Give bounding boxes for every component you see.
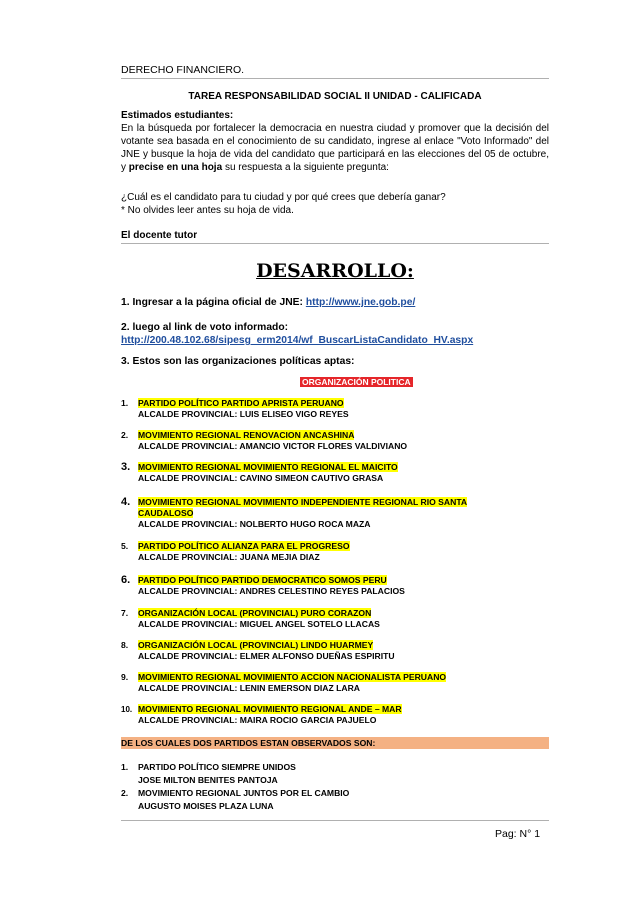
org-party-name: MOVIMIENTO REGIONAL MOVIMIENTO ACCION NACIONALISTA PERUANO <box>138 672 447 682</box>
question: ¿Cuál es el candidato para tu ciudad y por qué crees que debería ganar? <box>121 192 446 203</box>
header-rule <box>121 78 549 79</box>
voto-informado-link[interactable]: http://200.48.102.68/sipesg_erm2014/wf_BuscarListaCandidato_HV.aspx <box>121 335 474 346</box>
org-party <box>138 462 398 473</box>
intro-text: En la búsqueda por fortalecer la democracia en nuestra ciudad y promover que la decisión del votante sea basada en el conocimiento de su candidato, ingrese al enlace "Voto Informado" del JNE y busque la hoja de vida del candidato que participará en las elecciones del 05 de octubre, y <box>121 123 549 173</box>
org-candidate: ALCALDE PROVINCIAL: ELMER ALFONSO DUEÑAS ESPIRITU <box>138 651 395 661</box>
observed-number: 1. <box>121 762 129 772</box>
org-party-name: PARTIDO POLÍTICO PARTIDO DEMOCRATICO SOMOS PERU <box>138 575 387 585</box>
org-party-name: ORGANIZACIÓN LOCAL (PROVINCIAL) LINDO HUARMEY <box>138 640 374 650</box>
org-party-name: MOVIMIENTO REGIONAL MOVIMIENTO INDEPENDIENTE REGIONAL RIO SANTA <box>138 497 468 507</box>
observed-number: 2. <box>121 788 129 798</box>
org-party-name-cont: CAUDALOSO <box>138 508 194 518</box>
footer-rule <box>121 820 549 821</box>
org-number: 2. <box>121 430 129 440</box>
signature: El docente tutor <box>121 230 198 241</box>
org-party <box>138 575 387 586</box>
org-number: 1. <box>121 398 129 408</box>
org-party-name: PARTIDO POLÍTICO PARTIDO APRISTA PERUANO <box>138 398 344 408</box>
observed-heading: DE LOS CUALES DOS PARTIDOS ESTAN OBSERVADOS SON: <box>121 737 549 749</box>
step-2-link-line <box>121 334 549 347</box>
intro-rule <box>121 243 549 244</box>
org-candidate: ALCALDE PROVINCIAL: NOLBERTO HUGO ROCA MAZA <box>138 519 371 529</box>
step-3: 3. Estos son las organizaciones políticas aptas: <box>121 356 355 367</box>
org-party <box>138 398 344 409</box>
org-party <box>138 640 373 651</box>
org-table-title: ORGANIZACIÓN POLITICA <box>302 377 411 387</box>
org-number: 3. <box>121 461 131 473</box>
org-candidate: ALCALDE PROVINCIAL: LENIN EMERSON DIAZ LARA <box>138 683 361 693</box>
org-party-name: MOVIMIENTO REGIONAL RENOVACION ANCASHINA <box>138 430 355 440</box>
observed-party: MOVIMIENTO REGIONAL JUNTOS POR EL CAMBIO <box>138 788 350 798</box>
org-party <box>138 541 350 552</box>
step-1-text: 1. Ingresar a la página oficial de JNE: <box>121 297 303 308</box>
org-party <box>138 497 467 508</box>
intro-paragraph <box>121 122 549 174</box>
org-candidate: ALCALDE PROVINCIAL: CAVINO SIMEON CAUTIVO GRASA <box>138 473 384 483</box>
page-header: DERECHO FINANCIERO. <box>121 64 245 76</box>
desarrollo-heading: DESARROLLO: <box>256 260 414 282</box>
observed-party: PARTIDO POLÍTICO SIEMPRE UNIDOS <box>138 762 296 772</box>
org-candidate: ALCALDE PROVINCIAL: MAIRA ROCIO GARCIA PAJUELO <box>138 715 377 725</box>
intro-bold: precise en una hoja <box>128 162 223 173</box>
org-number: 8. <box>121 640 129 650</box>
intro-end: su respuesta a la siguiente pregunta: <box>224 162 389 173</box>
assignment-title: TAREA RESPONSABILIDAD SOCIAL II UNIDAD - CALIFICADA <box>188 91 482 102</box>
page-number: Pag: N° 1 <box>495 828 541 840</box>
org-party <box>138 608 371 619</box>
org-party-name: PARTIDO POLÍTICO ALIANZA PARA EL PROGRESO <box>138 541 350 551</box>
greeting: Estimados estudiantes: <box>121 110 234 121</box>
org-party <box>138 704 402 715</box>
org-number: 5. <box>121 541 129 551</box>
step-1 <box>121 296 549 309</box>
observed-candidate: AUGUSTO MOISES PLAZA LUNA <box>138 801 274 811</box>
org-number: 4. <box>121 496 131 508</box>
org-party-cont <box>138 508 193 519</box>
note: * No olvides leer antes su hoja de vida. <box>121 205 294 216</box>
org-party-name: ORGANIZACIÓN LOCAL (PROVINCIAL) PURO CORAZON <box>138 608 372 618</box>
org-candidate: ALCALDE PROVINCIAL: AMANCIO VICTOR FLORES VALDIVIANO <box>138 441 408 451</box>
org-candidate: ALCALDE PROVINCIAL: LUIS ELISEO VIGO REYES <box>138 409 349 419</box>
org-candidate: ALCALDE PROVINCIAL: MIGUEL ANGEL SOTELO LLACAS <box>138 619 380 629</box>
org-party-name: MOVIMIENTO REGIONAL MOVIMIENTO REGIONAL EL MAICITO <box>138 462 398 472</box>
step-2: 2. luego al link de voto informado: <box>121 322 289 333</box>
org-party <box>138 430 354 441</box>
observed-candidate: JOSE MILTON BENITES PANTOJA <box>138 775 278 785</box>
org-number: 6. <box>121 574 131 586</box>
org-number: 10. <box>121 705 133 714</box>
jne-link[interactable]: http://www.jne.gob.pe/ <box>305 297 416 308</box>
org-candidate: ALCALDE PROVINCIAL: JUANA MEJIA DIAZ <box>138 552 320 562</box>
org-candidate: ALCALDE PROVINCIAL: ANDRES CELESTINO REYES PALACIOS <box>138 586 405 596</box>
org-number: 9. <box>121 672 129 682</box>
org-party-name: MOVIMIENTO REGIONAL MOVIMIENTO REGIONAL ANDE – MAR <box>138 704 402 714</box>
org-number: 7. <box>121 608 129 618</box>
org-party <box>138 672 446 683</box>
